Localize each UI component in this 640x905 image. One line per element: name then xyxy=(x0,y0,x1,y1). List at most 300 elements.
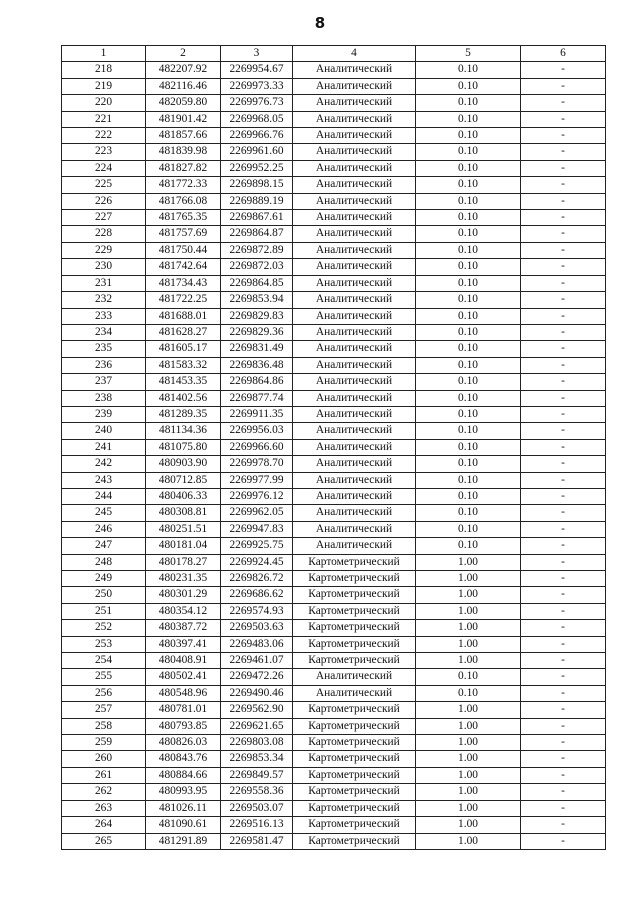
point-number-cell: 245 xyxy=(62,505,146,521)
x-coordinate-cell: 480231.35 xyxy=(146,571,221,587)
note-cell: - xyxy=(521,571,606,587)
column-header-3: 3 xyxy=(221,46,293,62)
table-row xyxy=(62,636,606,652)
accuracy-cell: 0.10 xyxy=(416,144,521,160)
point-number-cell: 241 xyxy=(62,439,146,455)
table-row xyxy=(62,735,606,751)
table-row xyxy=(62,259,606,275)
table-row xyxy=(62,78,606,94)
note-cell: - xyxy=(521,833,606,849)
accuracy-cell: 1.00 xyxy=(416,636,521,652)
y-coordinate-cell: 2269831.49 xyxy=(221,341,293,357)
x-coordinate-cell: 481772.33 xyxy=(146,177,221,193)
note-cell: - xyxy=(521,488,606,504)
table-row xyxy=(62,390,606,406)
x-coordinate-cell: 481134.36 xyxy=(146,423,221,439)
table-row xyxy=(62,587,606,603)
x-coordinate-cell: 482207.92 xyxy=(146,62,221,78)
point-number-cell: 264 xyxy=(62,817,146,833)
method-cell: Аналитический xyxy=(293,242,416,258)
x-coordinate-cell: 481583.32 xyxy=(146,357,221,373)
x-coordinate-cell: 480793.85 xyxy=(146,718,221,734)
method-cell: Аналитический xyxy=(293,177,416,193)
x-coordinate-cell: 481628.27 xyxy=(146,324,221,340)
note-cell: - xyxy=(521,587,606,603)
table-row xyxy=(62,817,606,833)
point-number-cell: 224 xyxy=(62,160,146,176)
accuracy-cell: 0.10 xyxy=(416,374,521,390)
point-number-cell: 247 xyxy=(62,538,146,554)
x-coordinate-cell: 481839.98 xyxy=(146,144,221,160)
method-cell: Аналитический xyxy=(293,406,416,422)
y-coordinate-cell: 2269925.75 xyxy=(221,538,293,554)
y-coordinate-cell: 2269490.46 xyxy=(221,685,293,701)
method-cell: Аналитический xyxy=(293,226,416,242)
note-cell: - xyxy=(521,653,606,669)
method-cell: Картометрический xyxy=(293,554,416,570)
method-cell: Картометрический xyxy=(293,833,416,849)
accuracy-cell: 0.10 xyxy=(416,324,521,340)
method-cell: Картометрический xyxy=(293,767,416,783)
note-cell: - xyxy=(521,702,606,718)
accuracy-cell: 0.10 xyxy=(416,308,521,324)
y-coordinate-cell: 2269686.62 xyxy=(221,587,293,603)
point-number-cell: 238 xyxy=(62,390,146,406)
accuracy-cell: 1.00 xyxy=(416,603,521,619)
note-cell: - xyxy=(521,439,606,455)
note-cell: - xyxy=(521,718,606,734)
y-coordinate-cell: 2269829.36 xyxy=(221,324,293,340)
note-cell: - xyxy=(521,472,606,488)
table-row xyxy=(62,571,606,587)
y-coordinate-cell: 2269558.36 xyxy=(221,784,293,800)
column-header-1: 1 xyxy=(62,46,146,62)
y-coordinate-cell: 2269966.76 xyxy=(221,128,293,144)
y-coordinate-cell: 2269867.61 xyxy=(221,210,293,226)
method-cell: Аналитический xyxy=(293,144,416,160)
note-cell: - xyxy=(521,177,606,193)
method-cell: Картометрический xyxy=(293,636,416,652)
y-coordinate-cell: 2269924.45 xyxy=(221,554,293,570)
x-coordinate-cell: 480781.01 xyxy=(146,702,221,718)
table-row xyxy=(62,800,606,816)
accuracy-cell: 1.00 xyxy=(416,833,521,849)
table-row xyxy=(62,488,606,504)
accuracy-cell: 0.10 xyxy=(416,521,521,537)
x-coordinate-cell: 482116.46 xyxy=(146,78,221,94)
x-coordinate-cell: 481742.64 xyxy=(146,259,221,275)
x-coordinate-cell: 481766.08 xyxy=(146,193,221,209)
point-number-cell: 251 xyxy=(62,603,146,619)
point-number-cell: 225 xyxy=(62,177,146,193)
x-coordinate-cell: 481605.17 xyxy=(146,341,221,357)
accuracy-cell: 0.10 xyxy=(416,62,521,78)
note-cell: - xyxy=(521,406,606,422)
x-coordinate-cell: 481075.80 xyxy=(146,439,221,455)
y-coordinate-cell: 2269968.05 xyxy=(221,111,293,127)
method-cell: Картометрический xyxy=(293,620,416,636)
accuracy-cell: 0.10 xyxy=(416,259,521,275)
accuracy-cell: 1.00 xyxy=(416,718,521,734)
accuracy-cell: 0.10 xyxy=(416,341,521,357)
note-cell: - xyxy=(521,193,606,209)
y-coordinate-cell: 2269864.85 xyxy=(221,275,293,291)
column-header-6: 6 xyxy=(521,46,606,62)
x-coordinate-cell: 481402.56 xyxy=(146,390,221,406)
method-cell: Аналитический xyxy=(293,538,416,554)
note-cell: - xyxy=(521,292,606,308)
note-cell: - xyxy=(521,538,606,554)
y-coordinate-cell: 2269962.05 xyxy=(221,505,293,521)
table-row xyxy=(62,210,606,226)
note-cell: - xyxy=(521,160,606,176)
x-coordinate-cell: 481026.11 xyxy=(146,800,221,816)
table-row xyxy=(62,177,606,193)
method-cell: Картометрический xyxy=(293,751,416,767)
accuracy-cell: 1.00 xyxy=(416,817,521,833)
method-cell: Аналитический xyxy=(293,390,416,406)
coordinates-table xyxy=(61,45,606,850)
x-coordinate-cell: 480397.41 xyxy=(146,636,221,652)
accuracy-cell: 0.10 xyxy=(416,95,521,111)
x-coordinate-cell: 480387.72 xyxy=(146,620,221,636)
point-number-cell: 230 xyxy=(62,259,146,275)
point-number-cell: 261 xyxy=(62,767,146,783)
table-row xyxy=(62,767,606,783)
table-row xyxy=(62,374,606,390)
table-row xyxy=(62,406,606,422)
point-number-cell: 240 xyxy=(62,423,146,439)
method-cell: Аналитический xyxy=(293,439,416,455)
method-cell: Картометрический xyxy=(293,603,416,619)
x-coordinate-cell: 480251.51 xyxy=(146,521,221,537)
accuracy-cell: 0.10 xyxy=(416,193,521,209)
point-number-cell: 218 xyxy=(62,62,146,78)
point-number-cell: 248 xyxy=(62,554,146,570)
y-coordinate-cell: 2269956.03 xyxy=(221,423,293,439)
method-cell: Аналитический xyxy=(293,292,416,308)
note-cell: - xyxy=(521,95,606,111)
note-cell: - xyxy=(521,735,606,751)
point-number-cell: 257 xyxy=(62,702,146,718)
x-coordinate-cell: 480843.76 xyxy=(146,751,221,767)
point-number-cell: 254 xyxy=(62,653,146,669)
y-coordinate-cell: 2269836.48 xyxy=(221,357,293,373)
point-number-cell: 255 xyxy=(62,669,146,685)
table-row xyxy=(62,160,606,176)
point-number-cell: 239 xyxy=(62,406,146,422)
point-number-cell: 243 xyxy=(62,472,146,488)
point-number-cell: 232 xyxy=(62,292,146,308)
y-coordinate-cell: 2269853.34 xyxy=(221,751,293,767)
y-coordinate-cell: 2269503.07 xyxy=(221,800,293,816)
point-number-cell: 227 xyxy=(62,210,146,226)
point-number-cell: 256 xyxy=(62,685,146,701)
method-cell: Картометрический xyxy=(293,718,416,734)
method-cell: Картометрический xyxy=(293,571,416,587)
accuracy-cell: 0.10 xyxy=(416,390,521,406)
y-coordinate-cell: 2269978.70 xyxy=(221,456,293,472)
point-number-cell: 221 xyxy=(62,111,146,127)
table-row xyxy=(62,226,606,242)
method-cell: Аналитический xyxy=(293,374,416,390)
y-coordinate-cell: 2269973.33 xyxy=(221,78,293,94)
table-row xyxy=(62,620,606,636)
method-cell: Аналитический xyxy=(293,357,416,373)
x-coordinate-cell: 480301.29 xyxy=(146,587,221,603)
method-cell: Картометрический xyxy=(293,784,416,800)
note-cell: - xyxy=(521,423,606,439)
point-number-cell: 242 xyxy=(62,456,146,472)
note-cell: - xyxy=(521,817,606,833)
table-row xyxy=(62,111,606,127)
point-number-cell: 244 xyxy=(62,488,146,504)
y-coordinate-cell: 2269829.83 xyxy=(221,308,293,324)
method-cell: Картометрический xyxy=(293,800,416,816)
table-row xyxy=(62,439,606,455)
table-row xyxy=(62,308,606,324)
accuracy-cell: 0.10 xyxy=(416,177,521,193)
column-header-2: 2 xyxy=(146,46,221,62)
point-number-cell: 231 xyxy=(62,275,146,291)
point-number-cell: 236 xyxy=(62,357,146,373)
note-cell: - xyxy=(521,374,606,390)
accuracy-cell: 0.10 xyxy=(416,456,521,472)
table-row xyxy=(62,554,606,570)
method-cell: Аналитический xyxy=(293,275,416,291)
note-cell: - xyxy=(521,505,606,521)
note-cell: - xyxy=(521,521,606,537)
y-coordinate-cell: 2269976.73 xyxy=(221,95,293,111)
y-coordinate-cell: 2269864.86 xyxy=(221,374,293,390)
y-coordinate-cell: 2269952.25 xyxy=(221,160,293,176)
y-coordinate-cell: 2269889.19 xyxy=(221,193,293,209)
accuracy-cell: 0.10 xyxy=(416,275,521,291)
method-cell: Аналитический xyxy=(293,128,416,144)
table-row xyxy=(62,341,606,357)
table-row xyxy=(62,653,606,669)
method-cell: Картометрический xyxy=(293,587,416,603)
x-coordinate-cell: 481453.35 xyxy=(146,374,221,390)
x-coordinate-cell: 480308.81 xyxy=(146,505,221,521)
method-cell: Аналитический xyxy=(293,160,416,176)
table-row xyxy=(62,751,606,767)
method-cell: Аналитический xyxy=(293,488,416,504)
point-number-cell: 252 xyxy=(62,620,146,636)
y-coordinate-cell: 2269947.83 xyxy=(221,521,293,537)
table-row xyxy=(62,357,606,373)
y-coordinate-cell: 2269976.12 xyxy=(221,488,293,504)
y-coordinate-cell: 2269977.99 xyxy=(221,472,293,488)
accuracy-cell: 1.00 xyxy=(416,751,521,767)
table-row xyxy=(62,521,606,537)
y-coordinate-cell: 2269966.60 xyxy=(221,439,293,455)
accuracy-cell: 0.10 xyxy=(416,406,521,422)
table-row xyxy=(62,603,606,619)
accuracy-cell: 0.10 xyxy=(416,292,521,308)
x-coordinate-cell: 481090.61 xyxy=(146,817,221,833)
method-cell: Аналитический xyxy=(293,423,416,439)
note-cell: - xyxy=(521,226,606,242)
y-coordinate-cell: 2269621.65 xyxy=(221,718,293,734)
table-row xyxy=(62,472,606,488)
note-cell: - xyxy=(521,341,606,357)
y-coordinate-cell: 2269872.03 xyxy=(221,259,293,275)
method-cell: Аналитический xyxy=(293,259,416,275)
x-coordinate-cell: 480354.12 xyxy=(146,603,221,619)
table-row xyxy=(62,95,606,111)
note-cell: - xyxy=(521,78,606,94)
note-cell: - xyxy=(521,620,606,636)
accuracy-cell: 0.10 xyxy=(416,210,521,226)
x-coordinate-cell: 481750.44 xyxy=(146,242,221,258)
point-number-cell: 228 xyxy=(62,226,146,242)
y-coordinate-cell: 2269872.89 xyxy=(221,242,293,258)
point-number-cell: 262 xyxy=(62,784,146,800)
table-row xyxy=(62,275,606,291)
x-coordinate-cell: 480181.04 xyxy=(146,538,221,554)
x-coordinate-cell: 482059.80 xyxy=(146,95,221,111)
method-cell: Аналитический xyxy=(293,472,416,488)
note-cell: - xyxy=(521,636,606,652)
method-cell: Картометрический xyxy=(293,653,416,669)
y-coordinate-cell: 2269911.35 xyxy=(221,406,293,422)
method-cell: Аналитический xyxy=(293,456,416,472)
x-coordinate-cell: 481857.66 xyxy=(146,128,221,144)
accuracy-cell: 1.00 xyxy=(416,784,521,800)
table-row xyxy=(62,62,606,78)
point-number-cell: 220 xyxy=(62,95,146,111)
x-coordinate-cell: 481688.01 xyxy=(146,308,221,324)
table-row xyxy=(62,833,606,849)
table-row xyxy=(62,784,606,800)
y-coordinate-cell: 2269826.72 xyxy=(221,571,293,587)
table-row xyxy=(62,324,606,340)
method-cell: Картометрический xyxy=(293,817,416,833)
x-coordinate-cell: 481901.42 xyxy=(146,111,221,127)
y-coordinate-cell: 2269562.90 xyxy=(221,702,293,718)
x-coordinate-cell: 481291.89 xyxy=(146,833,221,849)
y-coordinate-cell: 2269898.15 xyxy=(221,177,293,193)
note-cell: - xyxy=(521,784,606,800)
table-row xyxy=(62,685,606,701)
y-coordinate-cell: 2269877.74 xyxy=(221,390,293,406)
y-coordinate-cell: 2269483.06 xyxy=(221,636,293,652)
table-row xyxy=(62,505,606,521)
y-coordinate-cell: 2269849.57 xyxy=(221,767,293,783)
x-coordinate-cell: 480712.85 xyxy=(146,472,221,488)
point-number-cell: 260 xyxy=(62,751,146,767)
note-cell: - xyxy=(521,390,606,406)
table-row xyxy=(62,128,606,144)
accuracy-cell: 1.00 xyxy=(416,767,521,783)
table-row xyxy=(62,242,606,258)
point-number-cell: 265 xyxy=(62,833,146,849)
accuracy-cell: 1.00 xyxy=(416,735,521,751)
method-cell: Картометрический xyxy=(293,702,416,718)
x-coordinate-cell: 481289.35 xyxy=(146,406,221,422)
point-number-cell: 259 xyxy=(62,735,146,751)
note-cell: - xyxy=(521,242,606,258)
accuracy-cell: 0.10 xyxy=(416,226,521,242)
accuracy-cell: 0.10 xyxy=(416,685,521,701)
accuracy-cell: 1.00 xyxy=(416,587,521,603)
y-coordinate-cell: 2269803.08 xyxy=(221,735,293,751)
column-header-5: 5 xyxy=(416,46,521,62)
note-cell: - xyxy=(521,128,606,144)
method-cell: Аналитический xyxy=(293,308,416,324)
method-cell: Аналитический xyxy=(293,95,416,111)
point-number-cell: 229 xyxy=(62,242,146,258)
method-cell: Аналитический xyxy=(293,111,416,127)
accuracy-cell: 1.00 xyxy=(416,702,521,718)
accuracy-cell: 1.00 xyxy=(416,620,521,636)
note-cell: - xyxy=(521,259,606,275)
method-cell: Аналитический xyxy=(293,505,416,521)
x-coordinate-cell: 481757.69 xyxy=(146,226,221,242)
y-coordinate-cell: 2269864.87 xyxy=(221,226,293,242)
x-coordinate-cell: 480903.90 xyxy=(146,456,221,472)
x-coordinate-cell: 480408.91 xyxy=(146,653,221,669)
y-coordinate-cell: 2269503.63 xyxy=(221,620,293,636)
accuracy-cell: 0.10 xyxy=(416,357,521,373)
y-coordinate-cell: 2269516.13 xyxy=(221,817,293,833)
y-coordinate-cell: 2269853.94 xyxy=(221,292,293,308)
x-coordinate-cell: 480406.33 xyxy=(146,488,221,504)
accuracy-cell: 0.10 xyxy=(416,472,521,488)
x-coordinate-cell: 480548.96 xyxy=(146,685,221,701)
x-coordinate-cell: 481827.82 xyxy=(146,160,221,176)
note-cell: - xyxy=(521,324,606,340)
table-row xyxy=(62,538,606,554)
note-cell: - xyxy=(521,62,606,78)
point-number-cell: 258 xyxy=(62,718,146,734)
x-coordinate-cell: 480993.95 xyxy=(146,784,221,800)
method-cell: Картометрический xyxy=(293,735,416,751)
note-cell: - xyxy=(521,210,606,226)
x-coordinate-cell: 481765.35 xyxy=(146,210,221,226)
table-row xyxy=(62,702,606,718)
accuracy-cell: 0.10 xyxy=(416,160,521,176)
accuracy-cell: 1.00 xyxy=(416,571,521,587)
method-cell: Аналитический xyxy=(293,669,416,685)
method-cell: Аналитический xyxy=(293,210,416,226)
note-cell: - xyxy=(521,767,606,783)
table-row xyxy=(62,193,606,209)
accuracy-cell: 0.10 xyxy=(416,242,521,258)
note-cell: - xyxy=(521,275,606,291)
accuracy-cell: 0.10 xyxy=(416,111,521,127)
column-header-4: 4 xyxy=(293,46,416,62)
point-number-cell: 222 xyxy=(62,128,146,144)
method-cell: Аналитический xyxy=(293,193,416,209)
point-number-cell: 223 xyxy=(62,144,146,160)
method-cell: Аналитический xyxy=(293,78,416,94)
y-coordinate-cell: 2269574.93 xyxy=(221,603,293,619)
accuracy-cell: 0.10 xyxy=(416,423,521,439)
y-coordinate-cell: 2269461.07 xyxy=(221,653,293,669)
point-number-cell: 234 xyxy=(62,324,146,340)
point-number-cell: 253 xyxy=(62,636,146,652)
point-number-cell: 235 xyxy=(62,341,146,357)
x-coordinate-cell: 481734.43 xyxy=(146,275,221,291)
note-cell: - xyxy=(521,800,606,816)
x-coordinate-cell: 480884.66 xyxy=(146,767,221,783)
accuracy-cell: 0.10 xyxy=(416,669,521,685)
note-cell: - xyxy=(521,751,606,767)
y-coordinate-cell: 2269581.47 xyxy=(221,833,293,849)
note-cell: - xyxy=(521,603,606,619)
